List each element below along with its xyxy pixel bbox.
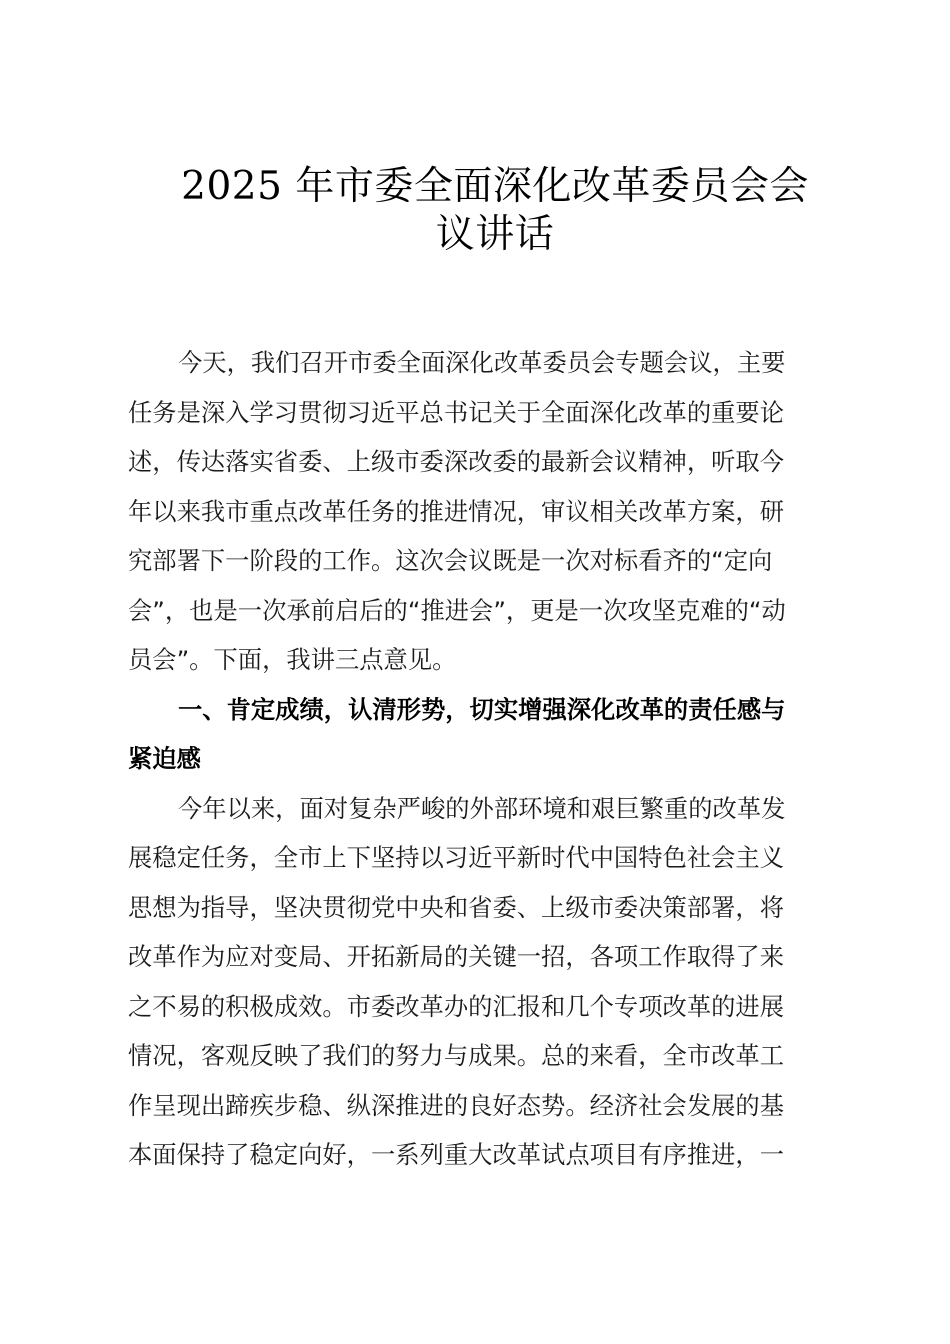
text-line: 作呈现出蹄疾步稳、纵深推进的良好态势。经济社会发展的基 (128, 1090, 785, 1120)
paragraph-achievements (128, 784, 822, 1180)
paragraph-intro (128, 338, 822, 685)
text-line: 之不易的积极成效。市委改革办的汇报和几个专项改革的进展 (128, 991, 785, 1021)
text-line: 今年以来，面对复杂严峻的外部环境和艰巨繁重的改革发 (178, 793, 786, 823)
text-line: 本面保持了稳定向好，一系列重大改革试点项目有序推进，一 (128, 1140, 785, 1169)
text-line: 今天，我们召开市委全面深化改革委员会专题会议，主要 (178, 348, 786, 377)
text-line: 述，传达落实省委、上级市委深改委的最新会议精神，听取今 (128, 447, 785, 476)
heading-line: 一、肯定成绩，认清形势，切实增强深化改革的责任感与 (178, 694, 786, 724)
document-title (160, 163, 830, 259)
text-line: 员会”。下面，我讲三点意见。 (128, 645, 457, 674)
text-line: 思想为指导，坚决贯彻党中央和省委、上级市委决策部署，将 (128, 892, 785, 922)
document-body (128, 338, 822, 1180)
section-heading-1 (128, 685, 822, 784)
text-line: 改革作为应对变局、开拓新局的关键一招，各项工作取得了来 (128, 942, 785, 971)
heading-line: 紧迫感 (128, 744, 201, 773)
text-line: 究部署下一阶段的工作。这次会议既是一次对标看齐的“定向 (128, 546, 773, 575)
text-line: 任务是深入学习贯彻习近平总书记关于全面深化改革的重要论 (128, 397, 785, 427)
title-line: 议讲话 (435, 212, 555, 257)
text-line: 年以来我市重点改革任务的推进情况，审议相关改革方案，研 (128, 496, 785, 526)
text-line: 会”，也是一次承前启后的“推进会”，更是一次攻坚克难的“动 (128, 595, 786, 625)
title-line: 2025 年市委全面深化改革委员会会 (181, 164, 809, 209)
text-line: 展稳定任务，全市上下坚持以习近平新时代中国特色社会主义 (128, 843, 785, 872)
text-line: 情况，客观反映了我们的努力与成果。总的来看，全市改革工 (128, 1041, 785, 1070)
